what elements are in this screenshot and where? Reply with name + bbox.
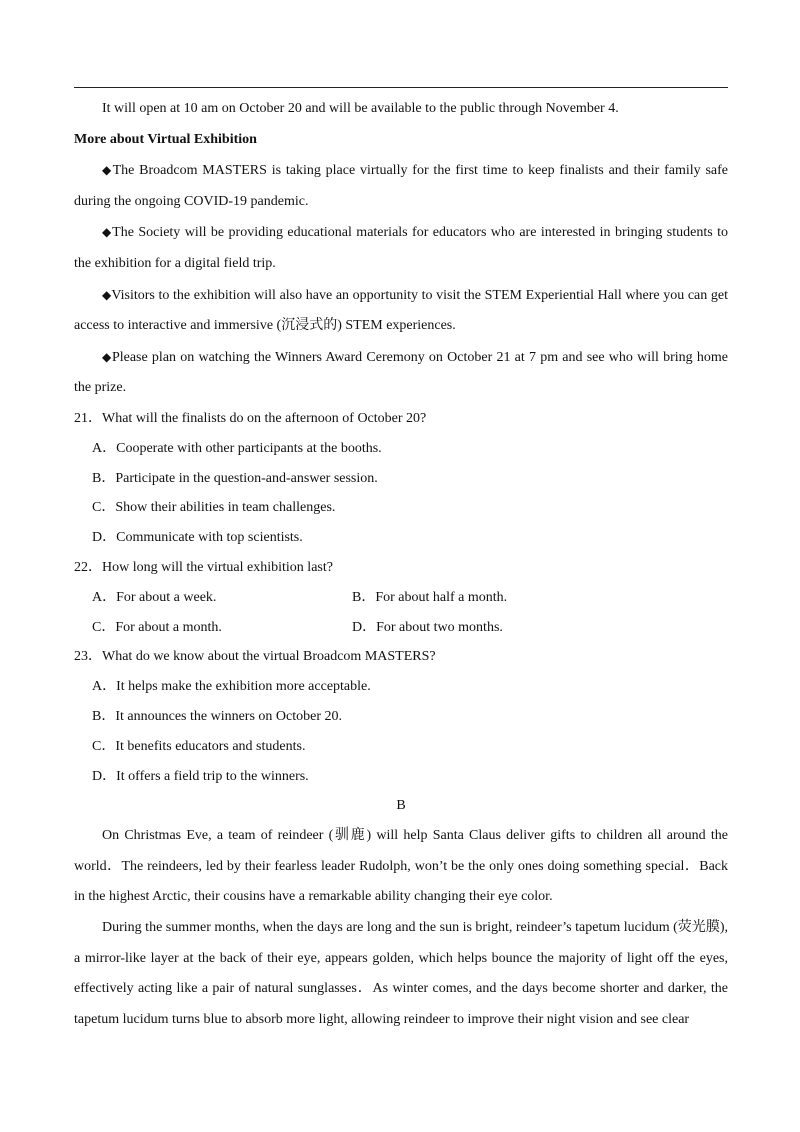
bullet-text: Visitors to the exhibition will also have an opportunity to visit the STEM Experiential Hall where you can get access to interactive and immersive (沉浸式的) STEM experiences. xyxy=(74,287,729,334)
passage-paragraph: On Christmas Eve, a team of reindeer (驯鹿) will help Santa Claus deliver gifts to children all around the world．The reindeers, led by their fearless leader Rudolph, won’t be the only ones doing something special．Back in the highest Arctic, their cousins have a remarkable ability changing their eye color. xyxy=(74,828,728,905)
section-heading: More about Virtual Exhibition xyxy=(74,131,257,147)
bullet-item xyxy=(74,280,728,342)
bullet-item xyxy=(74,217,728,279)
question-23: 23．What do we know about the virtual Broadcom MASTERS? xyxy=(74,649,436,665)
passage-paragraph: During the summer months, when the days are long and the sun is bright, reindeer’s tapetum lucidum (荧光膜), a mirror-like layer at the back of their eye, appears golden, which helps bounce the majority of light off the eyes, effectively acting like a pair of natural sunglasses．As winter comes, and the days become shorter and darker, the tapetum lucidum turns blue to absorb more light, allowing reindeer to improve their night vision and see clear xyxy=(74,920,728,1027)
option-22-d: D．For about two months. xyxy=(352,619,503,635)
option-row xyxy=(74,583,728,613)
option-21-d: D．Communicate with top scientists. xyxy=(92,530,303,546)
opening-line: It will open at 10 am on October 20 and will be available to the public through November 4. xyxy=(102,101,619,116)
option-22-c: C．For about a month. xyxy=(92,619,222,635)
option-21-c: C．Show their abilities in team challenges. xyxy=(92,500,336,516)
page-content xyxy=(74,94,728,1035)
header-rule xyxy=(74,87,728,88)
question-21: 21．What will the finalists do on the afternoon of October 20? xyxy=(74,410,427,426)
option-23-d: D．It offers a field trip to the winners. xyxy=(92,768,309,784)
option-22-a: A．For about a week. xyxy=(92,589,217,605)
diamond-bullet-icon: ◆ xyxy=(102,349,112,364)
diamond-bullet-icon: ◆ xyxy=(102,287,112,302)
option-row xyxy=(74,613,728,643)
diamond-bullet-icon: ◆ xyxy=(102,163,113,178)
option-21-b: B．Participate in the question-and-answer session. xyxy=(92,470,378,486)
section-b-label: B xyxy=(396,798,406,814)
option-23-b: B．It announces the winners on October 20. xyxy=(92,708,342,724)
bullet-item xyxy=(74,155,728,217)
option-22-b: B．For about half a month. xyxy=(352,589,508,605)
bullet-item xyxy=(74,342,728,404)
bullet-text: The Society will be providing educational materials for educators who are interested in bringing students to the exhibition for a digital field trip. xyxy=(74,225,728,271)
option-21-a: A．Cooperate with other participants at the booths. xyxy=(92,440,382,456)
option-23-c: C．It benefits educators and students. xyxy=(92,738,306,754)
bullet-text: Please plan on watching the Winners Award Ceremony on October 21 at 7 pm and see who will bring home the prize. xyxy=(74,349,728,396)
diamond-bullet-icon: ◆ xyxy=(102,225,113,240)
bullet-text: The Broadcom MASTERS is taking place virtually for the first time to keep finalists and their family safe during the ongoing COVID-19 pandemic. xyxy=(74,163,728,209)
question-22: 22．How long will the virtual exhibition last? xyxy=(74,559,333,575)
option-23-a: A．It helps make the exhibition more acceptable. xyxy=(92,679,371,695)
